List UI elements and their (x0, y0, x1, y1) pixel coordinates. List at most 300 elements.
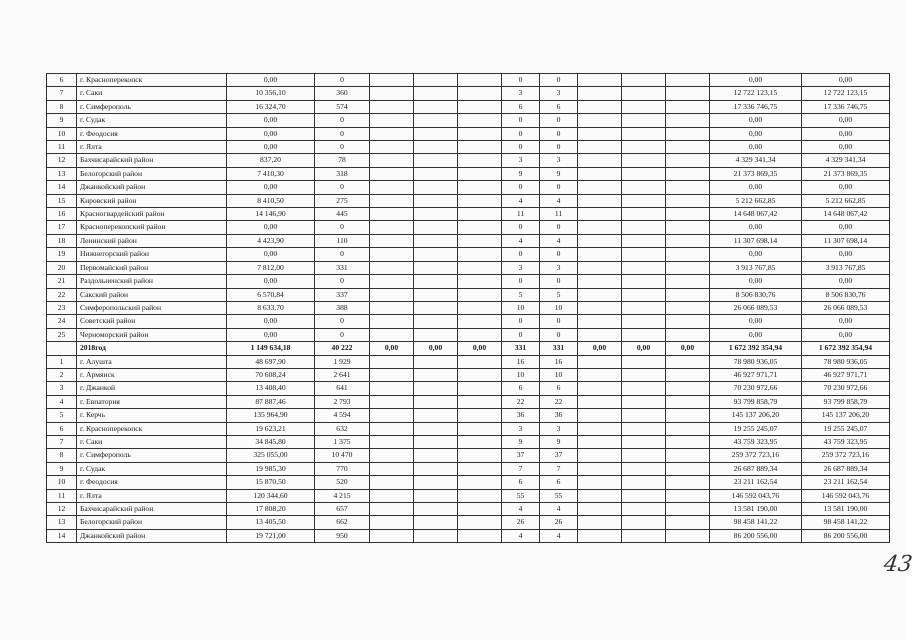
value-cell-5 (414, 74, 458, 87)
value-cell-5 (414, 355, 458, 368)
value-cell-11 (666, 476, 710, 489)
territory-name-cell: Советский район (77, 315, 227, 328)
row-number-cell: 21 (47, 275, 77, 288)
row-number-cell: 10 (47, 127, 77, 140)
value-cell-5 (414, 449, 458, 462)
value-cell-6 (458, 409, 502, 422)
value-cell-5 (414, 234, 458, 247)
amount-total-cell: 11 307 698,14 (802, 234, 890, 247)
territory-name-cell: г. Ялта (77, 489, 227, 502)
area-cell: 17 808,20 (227, 503, 315, 516)
value-cell-9 (578, 221, 622, 234)
value-cell-11 (666, 503, 710, 516)
page-number: 43 (882, 552, 914, 577)
table-row (47, 368, 890, 381)
area-cell: 0,00 (227, 315, 315, 328)
value-cell-11 (666, 328, 710, 341)
amount-cell: 19 255 245,07 (710, 422, 802, 435)
territory-name-cell: Бахчисарайский район (77, 154, 227, 167)
residents-cell: 2 793 (315, 395, 370, 408)
value-cell-9 (578, 288, 622, 301)
value-cell-7: 4 (502, 234, 540, 247)
residents-cell: 331 (315, 261, 370, 274)
table-row (47, 516, 890, 529)
residents-cell: 657 (315, 503, 370, 516)
value-cell-4 (370, 449, 414, 462)
amount-total-cell: 0,00 (802, 275, 890, 288)
residents-cell: 574 (315, 100, 370, 113)
territory-name-cell: Раздольненский район (77, 275, 227, 288)
area-cell: 13 408,40 (227, 382, 315, 395)
value-cell-8: 331 (540, 342, 578, 355)
amount-cell: 0,00 (710, 328, 802, 341)
value-cell-4 (370, 234, 414, 247)
amount-total-cell: 93 799 858,79 (802, 395, 890, 408)
value-cell-9: 0,00 (578, 342, 622, 355)
value-cell-5 (414, 127, 458, 140)
value-cell-10 (622, 100, 666, 113)
value-cell-11: 0,00 (666, 342, 710, 355)
area-cell: 7 410,30 (227, 167, 315, 180)
value-cell-9 (578, 435, 622, 448)
value-cell-10 (622, 395, 666, 408)
residents-cell: 4 594 (315, 409, 370, 422)
value-cell-4 (370, 476, 414, 489)
table-row (47, 114, 890, 127)
value-cell-10 (622, 87, 666, 100)
value-cell-8: 22 (540, 395, 578, 408)
value-cell-4 (370, 275, 414, 288)
value-cell-6 (458, 368, 502, 381)
amount-total-cell: 0,00 (802, 74, 890, 87)
amount-cell: 11 307 698,14 (710, 234, 802, 247)
value-cell-8: 0 (540, 141, 578, 154)
table-row (47, 167, 890, 180)
table-row (47, 328, 890, 341)
value-cell-8: 16 (540, 355, 578, 368)
territory-name-cell: Красногвардейский район (77, 208, 227, 221)
value-cell-4 (370, 194, 414, 207)
table-row (47, 489, 890, 502)
value-cell-8: 4 (540, 529, 578, 542)
amount-total-cell: 12 722 123,15 (802, 87, 890, 100)
amount-cell: 259 372 723,16 (710, 449, 802, 462)
residents-cell: 0 (315, 328, 370, 341)
amount-cell: 0,00 (710, 114, 802, 127)
residents-cell: 337 (315, 288, 370, 301)
territory-name-cell: г. Феодосия (77, 127, 227, 140)
value-cell-5 (414, 529, 458, 542)
value-cell-10 (622, 275, 666, 288)
value-cell-6 (458, 127, 502, 140)
row-number-cell: 20 (47, 261, 77, 274)
territory-name-cell: Белогорский район (77, 167, 227, 180)
area-cell: 19 985,30 (227, 462, 315, 475)
territory-name-cell: Ленинский район (77, 234, 227, 247)
value-cell-9 (578, 141, 622, 154)
territory-name-cell: Красноперекопский район (77, 221, 227, 234)
table-row (47, 181, 890, 194)
area-cell: 14 146,90 (227, 208, 315, 221)
table-row (47, 248, 890, 261)
value-cell-6 (458, 275, 502, 288)
value-cell-4 (370, 368, 414, 381)
value-cell-7: 22 (502, 395, 540, 408)
area-cell: 4 423,90 (227, 234, 315, 247)
amount-total-cell: 0,00 (802, 127, 890, 140)
value-cell-4: 0,00 (370, 342, 414, 355)
value-cell-11 (666, 154, 710, 167)
value-cell-6 (458, 395, 502, 408)
area-cell: 135 964,90 (227, 409, 315, 422)
value-cell-4 (370, 503, 414, 516)
amount-cell: 13 581 190,00 (710, 503, 802, 516)
report-table (46, 73, 890, 543)
value-cell-6 (458, 315, 502, 328)
value-cell-11 (666, 462, 710, 475)
row-number-cell: 18 (47, 234, 77, 247)
table-row (47, 529, 890, 542)
value-cell-10 (622, 476, 666, 489)
value-cell-5 (414, 208, 458, 221)
value-cell-9 (578, 248, 622, 261)
value-cell-6 (458, 221, 502, 234)
value-cell-6 (458, 449, 502, 462)
value-cell-9 (578, 87, 622, 100)
table-row (47, 301, 890, 314)
value-cell-5 (414, 261, 458, 274)
value-cell-7: 331 (502, 342, 540, 355)
value-cell-4 (370, 435, 414, 448)
territory-name-cell: г. Судак (77, 462, 227, 475)
area-cell: 87 887,46 (227, 395, 315, 408)
value-cell-9 (578, 476, 622, 489)
value-cell-5 (414, 194, 458, 207)
area-cell: 19 721,00 (227, 529, 315, 542)
value-cell-8: 7 (540, 462, 578, 475)
area-cell: 0,00 (227, 221, 315, 234)
value-cell-7: 3 (502, 261, 540, 274)
territory-name-cell: Первомайский район (77, 261, 227, 274)
amount-cell: 0,00 (710, 315, 802, 328)
value-cell-5 (414, 221, 458, 234)
value-cell-10 (622, 248, 666, 261)
value-cell-7: 0 (502, 127, 540, 140)
value-cell-11 (666, 395, 710, 408)
residents-cell: 40 222 (315, 342, 370, 355)
territory-name-cell: Белогорский район (77, 516, 227, 529)
value-cell-8: 6 (540, 476, 578, 489)
row-number-cell: 2 (47, 368, 77, 381)
value-cell-11 (666, 100, 710, 113)
value-cell-9 (578, 368, 622, 381)
value-cell-9 (578, 275, 622, 288)
amount-total-cell: 0,00 (802, 181, 890, 194)
row-number-cell: 23 (47, 301, 77, 314)
amount-total-cell: 26 687 889,34 (802, 462, 890, 475)
residents-cell: 0 (315, 315, 370, 328)
amount-total-cell: 0,00 (802, 248, 890, 261)
amount-total-cell: 0,00 (802, 221, 890, 234)
value-cell-6 (458, 516, 502, 529)
amount-total-cell: 4 329 341,34 (802, 154, 890, 167)
value-cell-10 (622, 315, 666, 328)
value-cell-6 (458, 234, 502, 247)
value-cell-11 (666, 355, 710, 368)
table-row (47, 261, 890, 274)
amount-cell: 93 799 858,79 (710, 395, 802, 408)
value-cell-10 (622, 516, 666, 529)
value-cell-11 (666, 194, 710, 207)
value-cell-5 (414, 503, 458, 516)
value-cell-5 (414, 181, 458, 194)
area-cell: 0,00 (227, 114, 315, 127)
value-cell-7: 4 (502, 529, 540, 542)
table-row (47, 154, 890, 167)
value-cell-6 (458, 328, 502, 341)
value-cell-4 (370, 288, 414, 301)
value-cell-7: 0 (502, 315, 540, 328)
area-cell: 0,00 (227, 328, 315, 341)
value-cell-5 (414, 476, 458, 489)
amount-cell: 70 230 972,66 (710, 382, 802, 395)
value-cell-8: 26 (540, 516, 578, 529)
value-cell-6 (458, 87, 502, 100)
value-cell-10 (622, 221, 666, 234)
value-cell-7: 0 (502, 275, 540, 288)
value-cell-4 (370, 74, 414, 87)
value-cell-7: 0 (502, 221, 540, 234)
value-cell-6 (458, 355, 502, 368)
value-cell-9 (578, 208, 622, 221)
territory-name-cell: Джанкойский район (77, 181, 227, 194)
territory-name-cell: г. Евпатория (77, 395, 227, 408)
territory-name-cell: г. Джанкой (77, 382, 227, 395)
value-cell-10 (622, 181, 666, 194)
residents-cell: 1 375 (315, 435, 370, 448)
residents-cell: 318 (315, 167, 370, 180)
value-cell-4 (370, 328, 414, 341)
area-cell: 48 697,90 (227, 355, 315, 368)
amount-total-cell: 0,00 (802, 114, 890, 127)
value-cell-11 (666, 435, 710, 448)
value-cell-7: 26 (502, 516, 540, 529)
amount-total-cell: 145 137 206,20 (802, 409, 890, 422)
residents-cell: 275 (315, 194, 370, 207)
value-cell-11 (666, 288, 710, 301)
value-cell-5 (414, 435, 458, 448)
amount-cell: 8 506 830,76 (710, 288, 802, 301)
amount-cell: 0,00 (710, 275, 802, 288)
value-cell-6 (458, 248, 502, 261)
value-cell-11 (666, 181, 710, 194)
territory-name-cell: г. Ялта (77, 141, 227, 154)
value-cell-10 (622, 74, 666, 87)
value-cell-7: 10 (502, 368, 540, 381)
row-number-cell (47, 342, 77, 355)
table-body (47, 74, 890, 543)
value-cell-4 (370, 87, 414, 100)
residents-cell: 10 470 (315, 449, 370, 462)
value-cell-5 (414, 154, 458, 167)
row-number-cell: 22 (47, 288, 77, 301)
value-cell-6 (458, 288, 502, 301)
amount-total-cell: 78 980 936,05 (802, 355, 890, 368)
value-cell-4 (370, 114, 414, 127)
value-cell-10 (622, 127, 666, 140)
value-cell-4 (370, 167, 414, 180)
value-cell-5 (414, 248, 458, 261)
value-cell-4 (370, 355, 414, 368)
row-number-cell: 6 (47, 422, 77, 435)
amount-cell: 5 212 662,85 (710, 194, 802, 207)
value-cell-11 (666, 516, 710, 529)
table-row (47, 449, 890, 462)
amount-cell: 21 373 869,35 (710, 167, 802, 180)
value-cell-10 (622, 154, 666, 167)
value-cell-10 (622, 194, 666, 207)
territory-name-cell: г. Армянск (77, 368, 227, 381)
value-cell-8: 0 (540, 315, 578, 328)
value-cell-11 (666, 275, 710, 288)
value-cell-11 (666, 368, 710, 381)
value-cell-5 (414, 382, 458, 395)
table-row (47, 462, 890, 475)
value-cell-6 (458, 476, 502, 489)
amount-total-cell: 98 458 141,22 (802, 516, 890, 529)
value-cell-9 (578, 114, 622, 127)
residents-cell: 520 (315, 476, 370, 489)
value-cell-11 (666, 127, 710, 140)
territory-name-cell: Джанкойский район (77, 529, 227, 542)
row-number-cell: 11 (47, 489, 77, 502)
value-cell-9 (578, 409, 622, 422)
row-number-cell: 8 (47, 100, 77, 113)
value-cell-8: 37 (540, 449, 578, 462)
amount-total-cell: 21 373 869,35 (802, 167, 890, 180)
area-cell: 0,00 (227, 127, 315, 140)
row-number-cell: 14 (47, 181, 77, 194)
value-cell-4 (370, 489, 414, 502)
value-cell-8: 0 (540, 328, 578, 341)
value-cell-9 (578, 382, 622, 395)
amount-total-cell: 70 230 972,66 (802, 382, 890, 395)
residents-cell: 662 (315, 516, 370, 529)
row-number-cell: 14 (47, 529, 77, 542)
value-cell-5 (414, 462, 458, 475)
value-cell-7: 0 (502, 328, 540, 341)
year-total-row (47, 342, 890, 355)
value-cell-6 (458, 462, 502, 475)
row-number-cell: 8 (47, 449, 77, 462)
value-cell-4 (370, 462, 414, 475)
value-cell-8: 55 (540, 489, 578, 502)
row-number-cell: 19 (47, 248, 77, 261)
value-cell-10 (622, 288, 666, 301)
value-cell-11 (666, 261, 710, 274)
territory-name-cell: Бахчисарайский район (77, 503, 227, 516)
value-cell-8: 4 (540, 503, 578, 516)
area-cell: 8 633,70 (227, 301, 315, 314)
value-cell-9 (578, 516, 622, 529)
table-row (47, 395, 890, 408)
amount-total-cell: 3 913 767,85 (802, 261, 890, 274)
residents-cell: 950 (315, 529, 370, 542)
value-cell-10 (622, 435, 666, 448)
amount-total-cell: 259 372 723,16 (802, 449, 890, 462)
residents-cell: 4 215 (315, 489, 370, 502)
value-cell-9 (578, 529, 622, 542)
value-cell-6 (458, 301, 502, 314)
amount-cell: 0,00 (710, 181, 802, 194)
value-cell-11 (666, 529, 710, 542)
table-row (47, 382, 890, 395)
table-row (47, 275, 890, 288)
value-cell-9 (578, 449, 622, 462)
value-cell-9 (578, 181, 622, 194)
value-cell-11 (666, 489, 710, 502)
value-cell-10 (622, 167, 666, 180)
table-row (47, 87, 890, 100)
row-number-cell: 7 (47, 435, 77, 448)
area-cell: 10 356,10 (227, 87, 315, 100)
area-cell: 19 623,21 (227, 422, 315, 435)
value-cell-9 (578, 503, 622, 516)
value-cell-7: 16 (502, 355, 540, 368)
row-number-cell: 9 (47, 462, 77, 475)
amount-cell: 0,00 (710, 221, 802, 234)
value-cell-10 (622, 301, 666, 314)
value-cell-4 (370, 382, 414, 395)
table-row (47, 435, 890, 448)
value-cell-7: 9 (502, 167, 540, 180)
territory-name-cell: г. Алушта (77, 355, 227, 368)
area-cell: 0,00 (227, 181, 315, 194)
value-cell-4 (370, 315, 414, 328)
value-cell-4 (370, 208, 414, 221)
value-cell-11 (666, 87, 710, 100)
value-cell-9 (578, 395, 622, 408)
value-cell-10 (622, 355, 666, 368)
value-cell-9 (578, 127, 622, 140)
value-cell-9 (578, 234, 622, 247)
value-cell-4 (370, 529, 414, 542)
area-cell: 837,20 (227, 154, 315, 167)
territory-name-cell: г. Саки (77, 435, 227, 448)
table-row (47, 422, 890, 435)
territory-name-cell: Симферопольский район (77, 301, 227, 314)
value-cell-7: 10 (502, 301, 540, 314)
value-cell-7: 4 (502, 503, 540, 516)
value-cell-7: 3 (502, 154, 540, 167)
row-number-cell: 1 (47, 355, 77, 368)
value-cell-11 (666, 248, 710, 261)
area-cell: 0,00 (227, 275, 315, 288)
amount-total-cell: 146 592 043,76 (802, 489, 890, 502)
row-number-cell: 12 (47, 503, 77, 516)
value-cell-5 (414, 489, 458, 502)
amount-total-cell: 0,00 (802, 141, 890, 154)
value-cell-11 (666, 422, 710, 435)
table-row (47, 315, 890, 328)
amount-total-cell: 13 581 190,00 (802, 503, 890, 516)
amount-total-cell: 19 255 245,07 (802, 422, 890, 435)
amount-total-cell: 0,00 (802, 328, 890, 341)
row-number-cell: 12 (47, 154, 77, 167)
residents-cell: 0 (315, 181, 370, 194)
value-cell-5 (414, 395, 458, 408)
area-cell: 34 845,80 (227, 435, 315, 448)
